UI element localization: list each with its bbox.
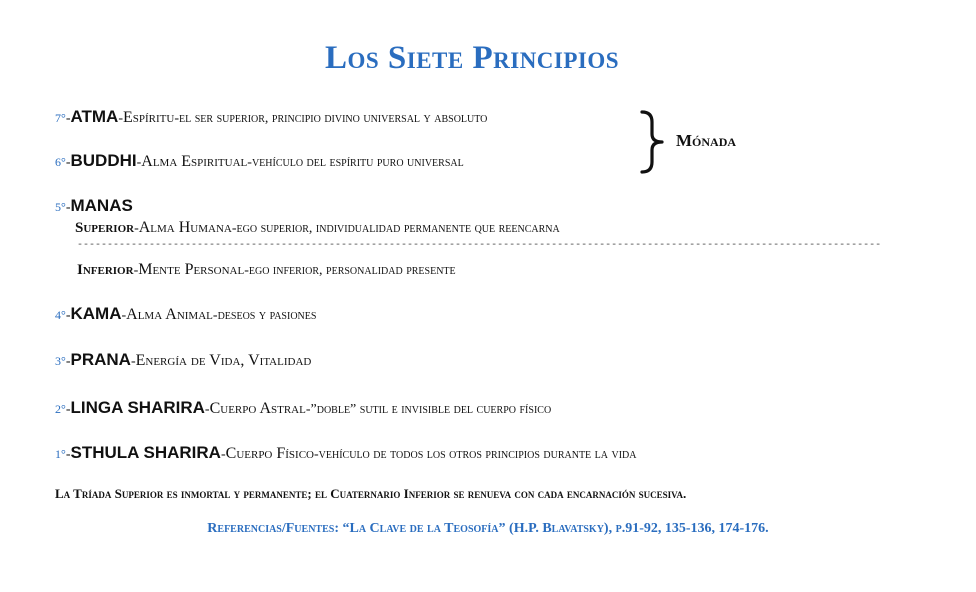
principle-1: 1°-STHULA SHARIRA-Cuerpo Físico-vehículo de todos los otros principios durante la vida — [55, 443, 637, 462]
principle-name: BUDDHI — [70, 151, 137, 170]
principle-number: 2° — [55, 402, 66, 416]
principle-name: ATMA — [70, 107, 119, 126]
principle-2: 2°-LINGA SHARIRA-Cuerpo Astral-”doble” sutil e invisible del cuerpo físico — [55, 398, 552, 417]
principle-number: 5° — [55, 200, 66, 214]
principle-name: LINGA SHARIRA — [70, 398, 205, 417]
principle-number: 7° — [55, 111, 66, 125]
monada-label: Mónada — [676, 131, 737, 150]
principle-6: 6°-BUDDHI-Alma Espiritual-vehículo del espíritu puro universal — [55, 151, 464, 170]
principle-description: el ser superior, principio divino universal y absoluto — [179, 111, 488, 126]
principle-description: vehículo del espíritu puro universal — [251, 155, 464, 170]
principle-name: STHULA SHARIRA — [70, 443, 221, 462]
principle-4: 4°-KAMA-Alma Animal-deseos y pasiones — [55, 304, 317, 323]
manas-inferior: Inferior-Mente Personal-ego inferior, personalidad presente — [77, 261, 456, 278]
principle-label: Alma Animal — [126, 306, 213, 323]
principle-label: Cuerpo Astral — [209, 400, 306, 417]
manas-separator: -------------------------------------------------------------------------------------------------------------------------------------- — [77, 240, 882, 251]
manas-superior: Superior-Alma Humana-ego superior, individualidad permanente que reencarna — [75, 219, 560, 236]
manas-inferior-name: Inferior — [77, 262, 134, 278]
principle-name: MANAS — [70, 196, 133, 215]
curly-brace-icon — [636, 110, 670, 174]
principle-label: Energía de Vida, Vitalidad — [135, 352, 312, 369]
principle-number: 3° — [55, 354, 66, 368]
principle-label: Alma Espiritual — [141, 153, 248, 170]
principle-5: 5°-MANAS — [55, 196, 133, 215]
page-title: Los Siete Principios — [324, 40, 620, 76]
principle-label: Espíritu — [123, 109, 175, 126]
principle-description: deseos y pasiones — [217, 308, 317, 323]
manas-superior-description: ego superior, individualidad permanente que reencarna — [236, 221, 560, 236]
manas-superior-label: Alma Humana — [138, 219, 232, 236]
principle-number: 6° — [55, 155, 66, 169]
principle-description: ”doble” sutil e invisible del cuerpo físico — [310, 402, 552, 417]
principle-3: 3°-PRANA-Energía de Vida, Vitalidad — [55, 350, 312, 369]
manas-superior-name: Superior — [75, 220, 135, 236]
manas-inferior-label: Mente Personal — [138, 261, 245, 278]
conclusion-text: La Tríada Superior es inmortal y permanente; el Cuaternario Inferior se renueva con cada encarnación sucesiva. — [55, 486, 687, 501]
principle-7: 7°-ATMA-Espíritu-el ser superior, principio divino universal y absoluto — [55, 107, 488, 126]
principle-name: KAMA — [70, 304, 122, 323]
principle-number: 4° — [55, 308, 66, 322]
references-text: Referencias/Fuentes: “La Clave de la Teosofía” (H.P. Blavatsky), p.91-92, 135-136, 174-176. — [207, 521, 769, 536]
manas-inferior-description: ego inferior, personalidad presente — [248, 263, 456, 278]
principle-name: PRANA — [70, 350, 131, 369]
principle-description: vehículo de todos los otros principios durante la vida — [318, 447, 637, 462]
principle-number: 1° — [55, 447, 66, 461]
principle-label: Cuerpo Físico — [225, 445, 314, 462]
